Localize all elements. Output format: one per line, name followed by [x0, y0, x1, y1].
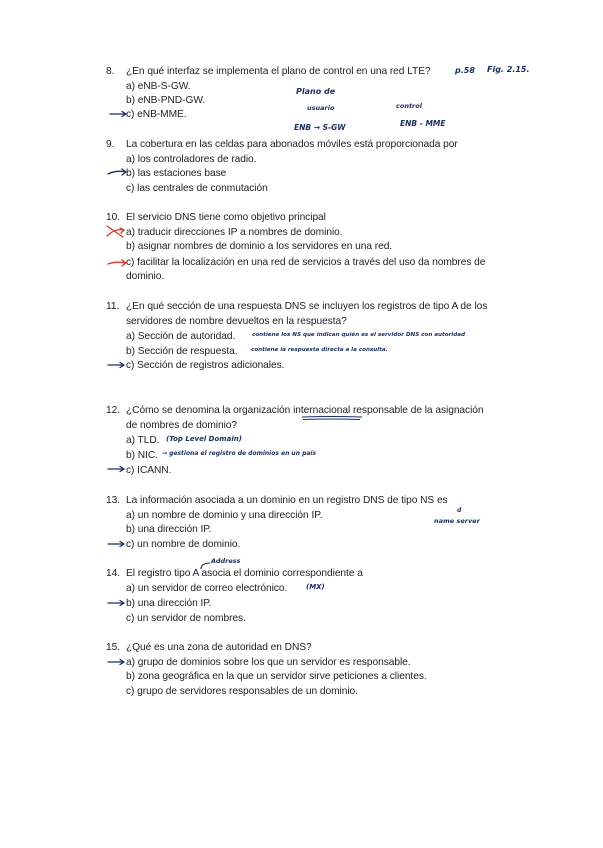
q14-option-b: b) una dirección IP. — [126, 598, 212, 609]
q12-number: 12. — [106, 405, 121, 416]
address-hook — [198, 560, 212, 570]
q13-option-c: c) un nombre de dominio. — [126, 539, 241, 550]
answer-arrow-q14 — [107, 599, 127, 607]
q10-text: El servicio DNS tiene como objetivo principal — [126, 212, 326, 223]
q13-option-b: b) una dirección IP. — [126, 524, 212, 535]
q11-option-b: b) Sección de respuesta. — [126, 346, 238, 357]
q15-option-c: c) grupo de servidores responsables de un dominio. — [126, 686, 358, 697]
note-page-ref: p.58 — [455, 66, 475, 75]
note-enb-sgw: ENB → S-GW — [294, 123, 346, 132]
q8-text: ¿En qué interfaz se implementa el plano de control en una red LTE? — [126, 66, 431, 77]
note-enb-mme: ENB - MME — [400, 119, 446, 128]
q15-option-a: a) grupo de dominios sobre los que un servidor es responsable. — [126, 657, 411, 668]
q15-text: ¿Qué es una zona de autoridad en DNS? — [126, 642, 312, 653]
q11-text: ¿En qué sección de una respuesta DNS se incluyen los registros de tipo A de los — [126, 301, 488, 312]
answer-arrow-q9 — [107, 168, 129, 178]
note-fig-ref: Fig. 2.15. — [487, 65, 530, 74]
q9-option-b: b) las estaciones base — [126, 168, 227, 179]
note-respuesta: contiene la respuesta directa a la consulta. — [251, 347, 388, 353]
q11-number: 11. — [106, 301, 120, 312]
note-nic: → gestiona el registro de dominios en un país — [162, 450, 317, 457]
q12-text-post: responsable de la asignación — [350, 405, 484, 416]
q10-option-c-continuation: dominio. — [126, 271, 165, 282]
q8-number: 8. — [106, 66, 115, 77]
answer-arrow-q15 — [107, 658, 127, 666]
note-mx: (MX) — [306, 583, 325, 591]
q9-option-a: a) los controladores de radio. — [126, 154, 257, 165]
note-control: control — [396, 102, 422, 110]
q10-option-c: c) facilitar la localización en una red de servicios a través del uso da nombres de — [126, 257, 486, 268]
q9-option-c: c) las centrales de conmutación — [126, 183, 268, 194]
q12-text-emphasis: internacional — [293, 405, 351, 416]
answer-arrow-q11 — [107, 361, 127, 369]
q14-number: 14. — [106, 568, 121, 579]
q15-option-b: b) zona geográfica en la que un servidor sirve peticiones a clientes. — [126, 671, 427, 682]
q9-number: 9. — [106, 139, 115, 150]
q14-option-c: c) un servidor de nombres. — [126, 613, 246, 624]
q11-option-a: a) Sección de autoridad. — [126, 331, 236, 342]
q11-text-continuation: servidores de nombre devueltos en la respuesta? — [126, 316, 347, 327]
q15-number: 15. — [106, 642, 121, 653]
q12-text-continuation: de nombres de dominio? — [126, 420, 238, 431]
q8-option-c: c) eNB-MME. — [126, 109, 187, 120]
q9-text: La cobertura en las celdas para abonados móviles está proporcionada por — [126, 139, 458, 150]
answer-arrow-q12 — [107, 465, 127, 473]
q12-option-b: b) NIC. — [126, 450, 158, 461]
answer-arrow-q13 — [107, 540, 127, 548]
q10-option-a: a) traducir direcciones IP a nombres de dominio. — [126, 227, 343, 238]
q11-option-c: c) Sección de registros adicionales. — [126, 360, 285, 371]
note-usuario: usuario — [307, 104, 335, 112]
note-plano: Plano de — [296, 87, 336, 96]
underline-internacional — [301, 415, 363, 421]
answer-cross-q10-a — [103, 224, 127, 240]
q12-option-c: c) ICANN. — [126, 465, 172, 476]
note-name-server: name server — [434, 517, 480, 525]
note-address: Address — [211, 557, 241, 565]
q10-number: 10. — [106, 212, 121, 223]
note-ns-d: d — [457, 507, 462, 514]
answer-arrow-q10-c — [107, 258, 129, 268]
q13-text: La información asociada a un dominio en un registro DNS de tipo NS es — [126, 495, 448, 506]
answer-arrow-q8 — [109, 110, 129, 118]
q8-option-a: a) eNB-S-GW. — [126, 81, 191, 92]
q13-number: 13. — [106, 495, 121, 506]
note-autoridad: contiene los NS que indican quién es el servidor DNS con autoridad — [252, 332, 465, 338]
q8-option-b: b) eNB-PND-GW. — [126, 95, 206, 106]
q14-text: El registro tipo A asocia el dominio correspondiente a — [126, 568, 363, 579]
q12-text-pre: ¿Cómo se denomina la organización — [126, 405, 294, 416]
q14-option-a: a) un servidor de correo electrónico. — [126, 583, 288, 594]
q10-option-b: b) asignar nombres de dominio a los servidores en una red. — [126, 241, 393, 252]
note-tld: (Top Level Domain) — [166, 435, 242, 443]
q13-option-a: a) un nombre de dominio y una dirección IP. — [126, 510, 323, 521]
q12-option-a: a) TLD. — [126, 435, 160, 446]
